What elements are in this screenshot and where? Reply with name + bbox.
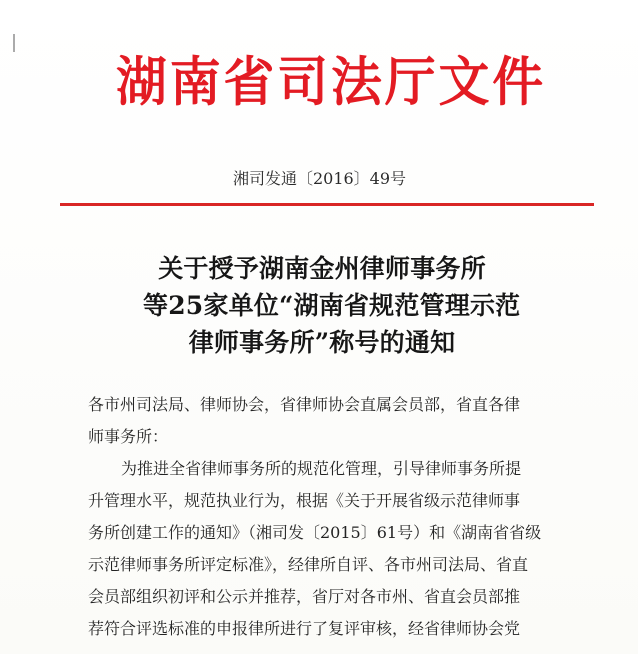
body-line-2: 师事务所： (88, 427, 169, 446)
page-edge-mark (13, 34, 15, 52)
heading-line-2: 等25家单位“湖南省规范管理示范 (143, 291, 521, 320)
body-line-3: 为推进全省律师事务所的规范化管理，引导律师事务所提 (121, 459, 522, 478)
body-line-1: 各市州司法局、律师协会，省律师协会直属会员部，省直各律 (88, 395, 521, 414)
heading-line-3: 律师事务所”称号的通知 (188, 328, 456, 357)
document-header-title: 湖南省司法厅文件 (115, 52, 547, 113)
heading-line-1: 关于授予湖南金州律师事务所 (158, 254, 486, 283)
notice-body (88, 389, 588, 645)
body-line-6: 示范律师事务所评定标准》，经律所自评、各市州司法局、省直 (88, 555, 529, 574)
body-line-8: 荐符合评选标准的申报律所进行了复评审核，经省律师协会党 (88, 619, 521, 638)
body-line-4: 升管理水平，规范执业行为，根据《关于开展省级示范律师事 (88, 491, 521, 510)
red-separator-line (60, 203, 594, 206)
document-number: 湘司发通〔2016〕49号 (232, 169, 407, 188)
body-line-5: 务所创建工作的通知》（湘司发〔2015〕61号）和《湖南省省级 (88, 523, 542, 542)
notice-heading (143, 250, 521, 361)
body-line-7: 会员部组织初评和公示并推荐，省厅对各市州、省直会员部推 (88, 587, 521, 606)
